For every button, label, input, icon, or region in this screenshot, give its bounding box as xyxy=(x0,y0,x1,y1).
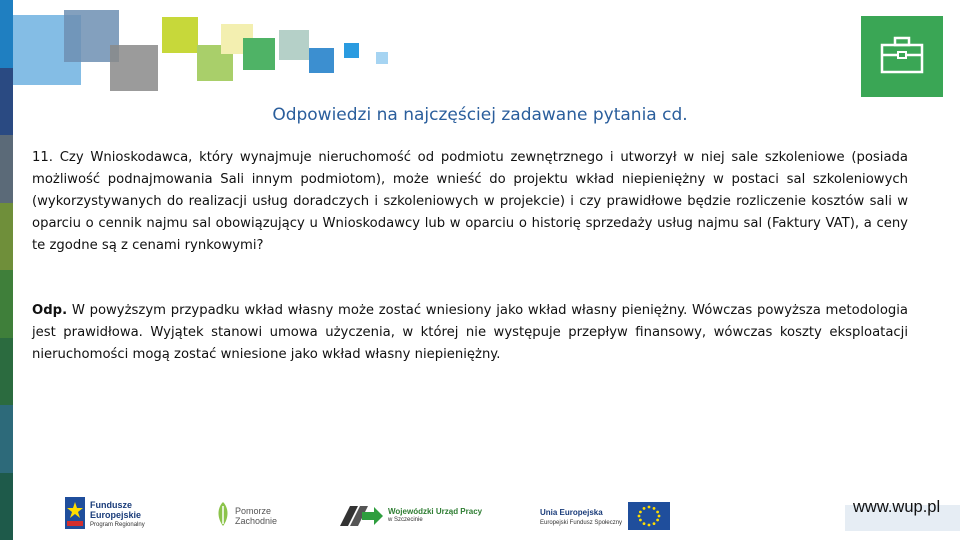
left-color-stripe xyxy=(0,0,13,540)
question-paragraph: 11. Czy Wnioskodawca, który wynajmuje nieruchomość od podmiotu zewnętrznego i utworzył w niej sale szkoleniowe (posiada możliwość podnajmowania Sali innym podmiotom), może wnieść do projektu wkład niepieniężny w postaci sal szkoleniowych (wykorzystywanych do realizacji usług doradczych i szkoleniowych w projekcie) i czy prawidłowe będzie rozliczenie kosztów sali w oparciu o cennik najmu sal obowiązujący u Wnioskodawcy lub w oparciu o historię sprzedaży usług najmu sal (Faktury VAT), a ceny te zgodne są z cenami rynkowymi? xyxy=(32,150,908,253)
pomorze-zachodnie-logo xyxy=(214,500,277,532)
fe-stars-icon xyxy=(64,496,86,534)
eu-flag-icon xyxy=(628,502,670,534)
wup-szczecin-logo xyxy=(338,500,482,532)
slide-title: Odpowiedzi na najczęściej zadawane pytania cd. xyxy=(272,105,688,125)
briefcase-icon xyxy=(879,35,925,79)
fe-line1: Fundusze xyxy=(90,500,132,510)
answer-prefix: Odp. xyxy=(32,303,68,318)
fe-line3: Program Regionalny xyxy=(90,522,145,528)
fe-line2: Europejskie xyxy=(90,510,142,520)
briefcase-tile xyxy=(861,16,943,97)
fundusze-europejskie-logo xyxy=(64,496,145,534)
pz-line2: Zachodnie xyxy=(235,516,278,526)
ue-line2: Europejski Fundusz Społeczny xyxy=(540,520,623,526)
answer-paragraph xyxy=(32,300,908,366)
unia-europejska-logo xyxy=(540,502,670,534)
pz-leaf-icon xyxy=(214,500,232,532)
answer-text: W powyższym przypadku wkład własny może zostać wniesiony jako wkład własny pieniężny. Wówczas powyższa metodologia jest prawidłowa. Wyjątek stanowi umowa użyczenia, w której nie występuje przepływ finansowy, wówczas koszty eksploatacji nieruchomości mogą zostać wniesione jako wkład własny niepieniężny. xyxy=(32,303,908,362)
pz-line1: Pomorze xyxy=(235,506,272,516)
wup-line1: Wojewódzki Urząd Pracy xyxy=(388,507,483,516)
wup-line2: w Szczecinie xyxy=(388,517,423,523)
ue-line1: Unia Europejska xyxy=(540,508,603,517)
website-link[interactable]: www.wup.pl xyxy=(853,498,941,516)
wup-arrow-icon xyxy=(338,500,384,532)
